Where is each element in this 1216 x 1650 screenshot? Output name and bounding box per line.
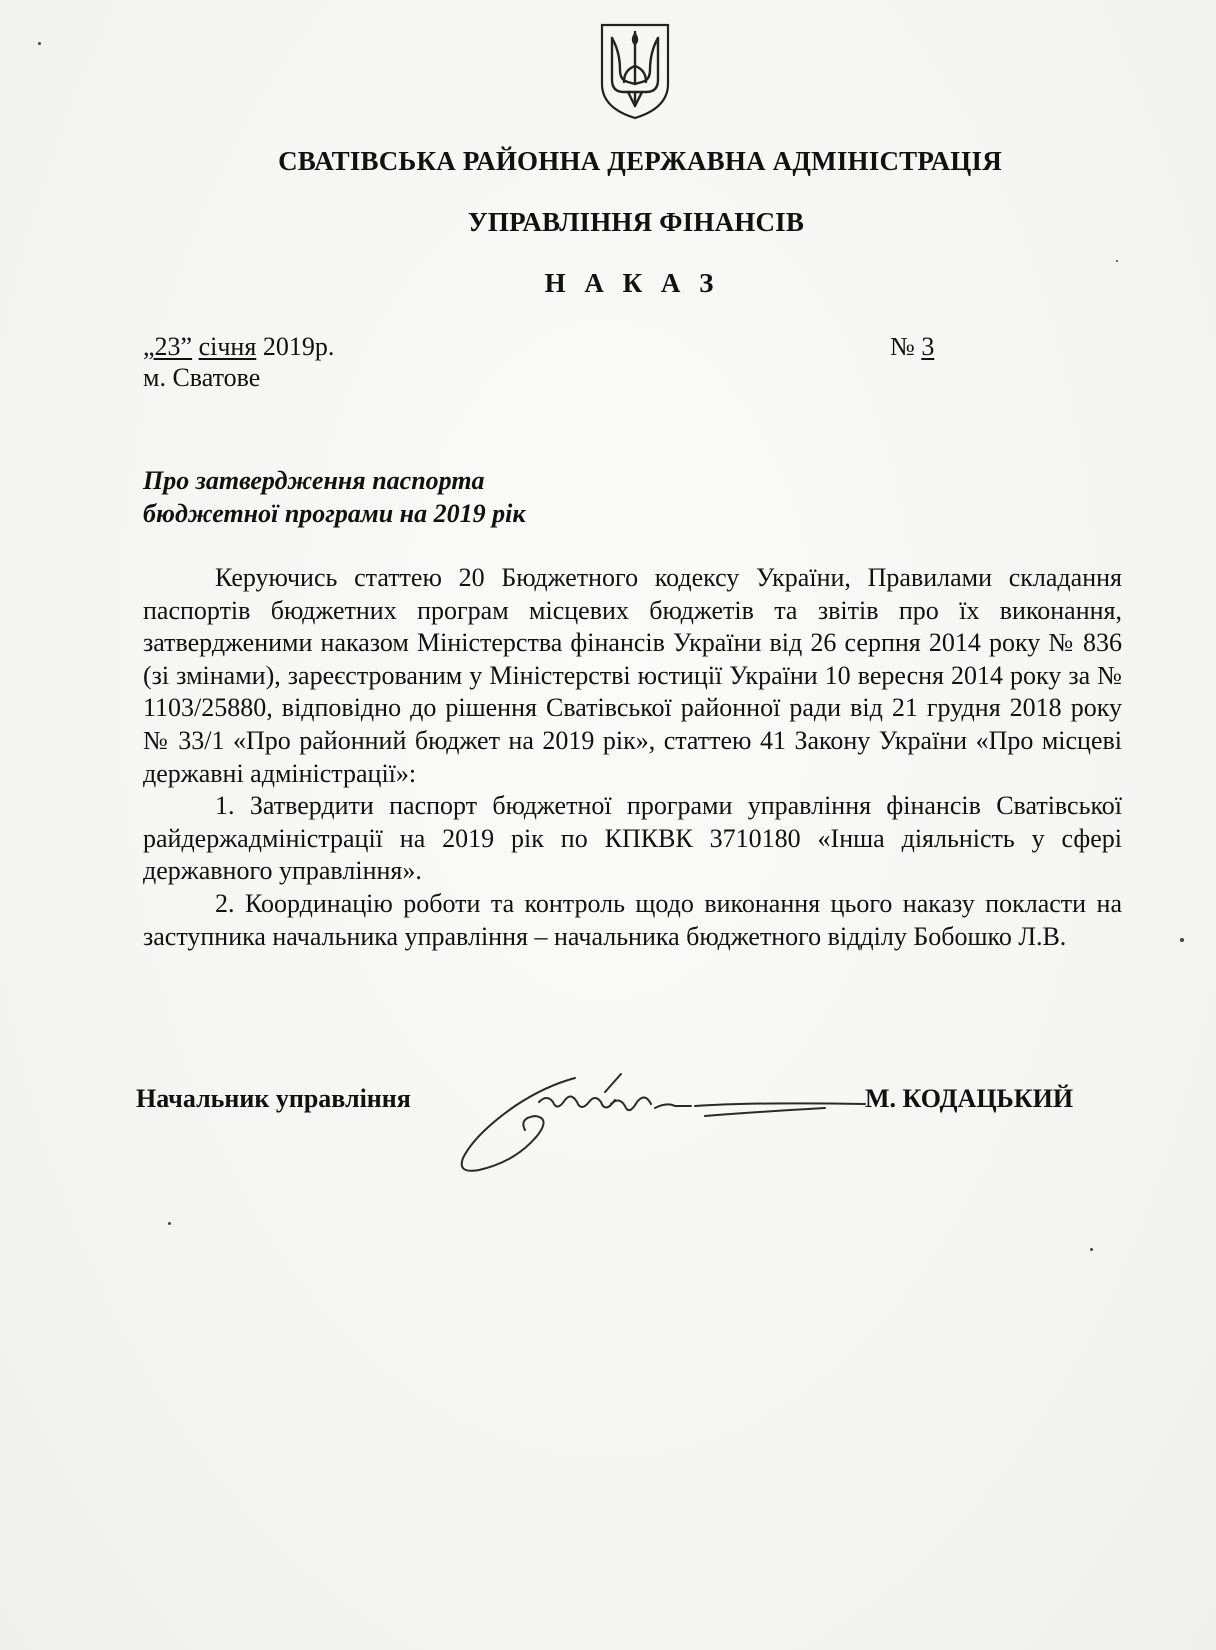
ukraine-trident-emblem-icon <box>598 22 672 120</box>
date-day: „23” <box>143 332 193 361</box>
paper-speck <box>1090 1248 1093 1251</box>
order-item-1: 1. Затвердити паспорт бюджетної програми управління фінансів Сватівської райдержадміністрації на 2019 рік по КПКВК 3710180 «Інша діяльність у сфері державного управління». <box>143 791 1122 886</box>
paper-speck <box>1116 260 1118 262</box>
paper-speck <box>1180 938 1184 942</box>
handwritten-signature <box>455 1072 875 1182</box>
signer-position: Начальник управління <box>136 1084 411 1113</box>
subject-line-2: бюджетної програми на 2019 рік <box>143 499 526 528</box>
order-item-2: 2. Координацію роботи та контроль щодо виконання цього наказу покласти на заступника начальника управління – начальника бюджетного відділу Бобошко Л.В. <box>143 888 1122 951</box>
order-place: м. Сватове <box>143 363 261 392</box>
order-number <box>890 332 934 362</box>
order-subject <box>143 464 526 530</box>
number-value: 3 <box>921 332 935 361</box>
document-type-title: Н А К А З <box>544 268 720 298</box>
paper-speck <box>38 42 41 45</box>
subject-line-1: Про затвердження паспорта <box>143 466 485 495</box>
organization-title: СВАТІВСЬКА РАЙОННА ДЕРЖАВНА АДМІНІСТРАЦІЯ <box>278 146 1002 176</box>
order-date <box>143 332 334 362</box>
date-month: січня <box>198 332 257 361</box>
number-prefix: № <box>890 332 915 361</box>
signer-name: М. КОДАЦЬКИЙ <box>865 1084 1074 1113</box>
paper-speck <box>168 1222 171 1225</box>
date-year: 2019р. <box>262 332 335 361</box>
preamble-paragraph: Керуючись статтею 20 Бюджетного кодексу України, Правилами складання паспортів бюджетних програм місцевих бюджетів та звітів про їх виконання, затвердженими наказом Міністерства фінансів України від 26 серпня 2014 року № 836 (зі змінами), зареєстрованим у Міністерстві юстиції України 10 вересня 2014 року за № 1103/25880, відповідно до рішення Сватівської районної ради від 21 грудня 2018 року № 33/1 «Про районний бюджет на 2019 рік», статтею 41 Закону України «Про місцеві державні адміністрації»: <box>143 563 1122 788</box>
department-title: УПРАВЛІННЯ ФІНАНСІВ <box>467 207 805 237</box>
order-body <box>143 562 1122 953</box>
